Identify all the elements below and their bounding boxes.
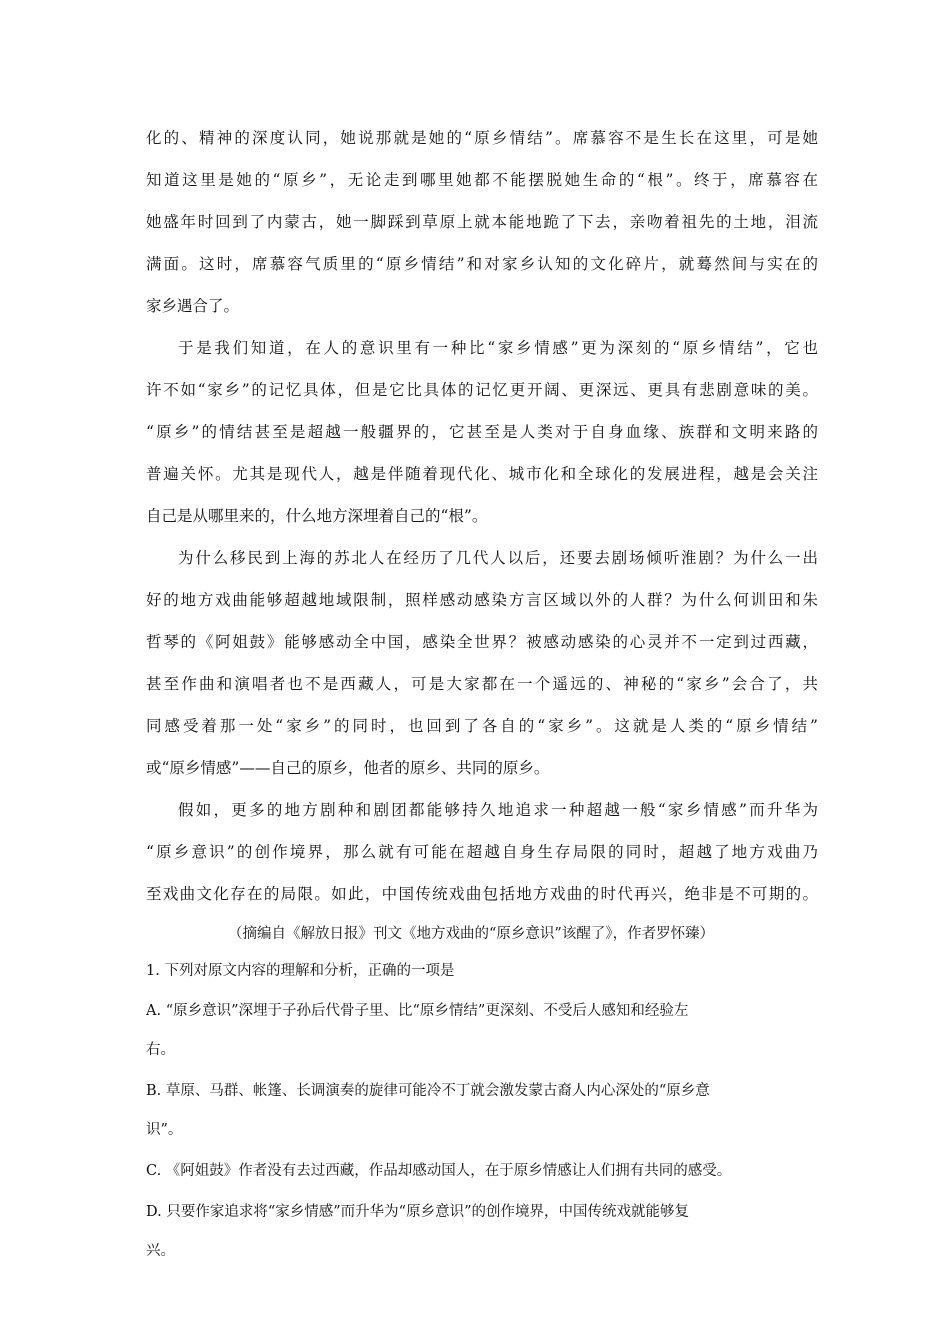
paragraph-1-line-4: 满面。这时，席慕容气质里的“原乡情结”和对家乡认知的文化碎片，就蓦然间与实在的 <box>146 255 818 273</box>
paragraph-4-line-3: 至戏曲文化存在的局限。如此，中国传统戏曲包括地方戏曲的时代再兴，绝非是不可期的。 <box>146 885 818 903</box>
paragraph-3-line-4: 甚至作曲和演唱者也不是西藏人，可是大家都在一个遥远的、神秘的“家乡”会合了，共 <box>146 675 818 693</box>
option-d-line-1: D. 只要作家追求将“家乡情感”而升华为“原乡意识”的创作境界，中国传统戏就能够复 <box>146 1204 689 1220</box>
paragraph-3-line-1: 为什么移民到上海的苏北人在经历了几代人以后，还要去剧场倾听淮剧？为什么一出 <box>178 549 818 567</box>
source-attribution: （摘编自《解放日报》刊文《地方戏曲的“原乡意识”该醒了》，作者罗怀臻） <box>228 926 715 942</box>
paragraph-2-line-4: 普遍关怀。尤其是现代人，越是伴随着现代化、城市化和全球化的发展进程，越是会关注 <box>146 465 818 483</box>
paragraph-1-line-1: 化的、精神的深度认同，她说那就是她的“原乡情结”。席慕容不是生长在这里，可是她 <box>146 129 818 147</box>
option-c: C. 《阿姐鼓》作者没有去过西藏，作品却感动国人，在于原乡情感让人们拥有共同的感受。 <box>146 1163 732 1179</box>
paragraph-2-line-2: 许不如“家乡”的记忆具体，但是它比具体的记忆更开阔、更深远、更具有悲剧意味的美。 <box>146 381 818 399</box>
option-a-line-1: A. “原乡意识”深埋于子孙后代骨子里、比“原乡情结”更深刻、不受后人感知和经验左 <box>146 1003 689 1019</box>
paragraph-1-line-3: 她盛年时回到了内蒙古，她一脚踩到草原上就本能地跪了下去，亲吻着祖先的土地，泪流 <box>146 213 818 231</box>
paragraph-3-line-2: 好的地方戏曲能够超越地域限制，照样感动感染方言区域以外的人群？为什么何训田和朱 <box>146 591 818 609</box>
paragraph-1-line-2: 知道这里是她的“原乡”，无论走到哪里她都不能摆脱她生命的“根”。终于，席慕容在 <box>146 171 818 189</box>
option-b-line-2: 识”。 <box>146 1122 183 1138</box>
paragraph-3-line-6: 或“原乡情感”——自己的原乡，他者的原乡、共同的原乡。 <box>146 759 550 777</box>
option-a-line-2: 右。 <box>146 1042 175 1058</box>
paragraph-3-line-5: 同感受着那一处“家乡”的同时，也回到了各自的“家乡”。这就是人类的“原乡情结” <box>146 717 818 735</box>
question-stem: 1. 下列对原文内容的理解和分析，正确的一项是 <box>146 963 455 979</box>
option-b-line-1: B. 草原、马群、帐篷、长调演奏的旋律可能冷不丁就会激发蒙古裔人内心深处的“原乡意 <box>146 1083 710 1099</box>
paragraph-4-line-1: 假如，更多的地方剧种和剧团都能够持久地追求一种超越一般“家乡情感”而升华为 <box>178 801 818 819</box>
paragraph-2-line-1: 于是我们知道，在人的意识里有一种比“家乡情感”更为深刻的“原乡情结”，它也 <box>178 339 818 357</box>
paragraph-2-line-3: “原乡”的情结甚至是超越一般疆界的，它甚至是人类对于自身血缘、族群和文明来路的 <box>146 423 818 441</box>
paragraph-2-line-5: 自己是从哪里来的，什么地方深埋着自己的“根”。 <box>146 507 488 525</box>
paragraph-1-line-5: 家乡遇合了。 <box>146 297 240 315</box>
paragraph-4-line-2: “原乡意识”的创作境界，那么就有可能在超越自身生存局限的同时，超越了地方戏曲乃 <box>146 843 818 861</box>
option-d-line-2: 兴。 <box>146 1243 175 1259</box>
paragraph-3-line-3: 哲琴的《阿姐鼓》能够感动全中国，感染全世界？被感动感染的心灵并不一定到过西藏， <box>146 633 818 651</box>
